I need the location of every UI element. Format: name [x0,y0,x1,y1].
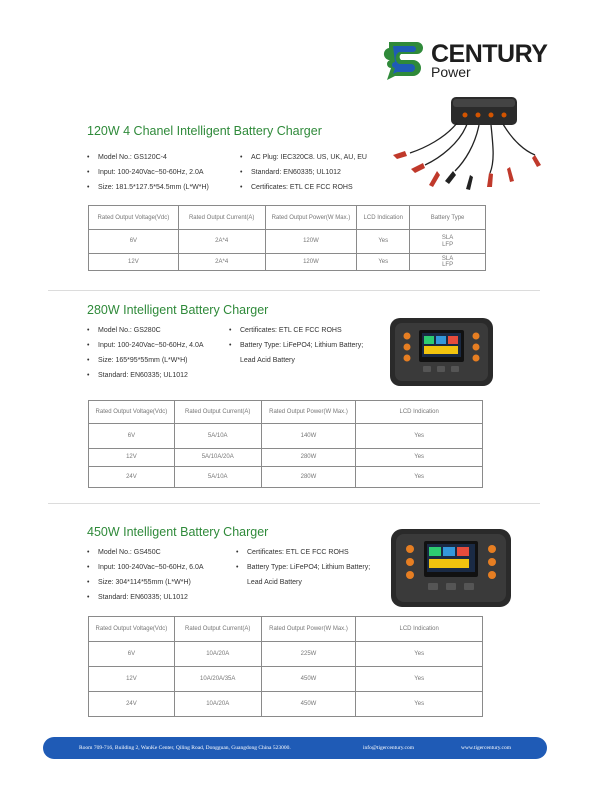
product-title-120w: 120W 4 Chanel Intelligent Battery Charger [87,124,322,138]
table-header: Rated Output Power(W Max.) [261,617,356,642]
table-cell: 5A/10A [174,424,261,449]
table-cell: 12V [89,667,175,692]
table-cell: 2A*4 [178,230,265,254]
spec-item: • Battery Type: LiFePO4; Lithium Battery; [229,338,363,353]
table-cell: Yes [356,467,483,488]
table-cell: 6V [89,424,175,449]
specs-right-120w [240,150,367,195]
century-logo-icon [383,38,425,80]
rating-table-280w [88,400,483,488]
specs-left-120w [87,150,209,195]
specs-left-280w [87,323,204,383]
table-row [89,692,483,717]
brand-logo [383,38,553,82]
table-cell: Yes [356,667,483,692]
spec-item: • Certificates: ETL CE FCC ROHS [229,323,363,338]
spec-item: • Battery Type: LiFePO4; Lithium Battery; [236,560,370,575]
section-divider [48,290,540,291]
spec-item: • Model No.: GS120C-4 [87,150,209,165]
table-cell: 24V [89,467,175,488]
table-row [89,642,483,667]
table-cell: Yes [357,254,410,271]
table-cell: 10A/20A/35A [174,667,261,692]
table-cell: 6V [89,230,179,254]
section-divider [48,503,540,504]
spec-item: • Certificates: ETL CE FCC ROHS [240,180,367,195]
table-row [89,254,486,271]
footer-email[interactable]: info@tigercentury.com [363,744,414,751]
table-cell: Yes [357,230,410,254]
table-cell: SLA LFP [410,254,486,271]
contact-footer [43,737,547,759]
table-header: Rated Output Power(W Max.) [265,206,357,230]
spec-item: • Input: 100-240Vac~50-60Hz, 6.0A [87,560,204,575]
table-header: Rated Output Voltage(Vdc) [89,401,175,424]
spec-item: • Model No.: GS280C [87,323,204,338]
spec-item: • AC Plug: IEC320C8. US, UK, AU, EU [240,150,367,165]
table-row [89,467,483,488]
table-header: LCD Indication [356,401,483,424]
table-cell: 12V [89,449,175,467]
product-image-280w [389,316,494,388]
spec-item: Lead Acid Battery [240,357,295,364]
spec-item: • Standard: EN60335; UL1012 [87,368,204,383]
table-header: Rated Output Power(W Max.) [261,401,356,424]
rating-table-120w [88,205,486,271]
specs-right-280w [229,323,363,368]
spec-item: • Input: 100-240Vac~50-60Hz, 4.0A [87,338,204,353]
table-cell: 24V [89,692,175,717]
product-title-280w: 280W Intelligent Battery Charger [87,303,269,317]
table-header: Rated Output Voltage(Vdc) [89,617,175,642]
table-cell: 12V [89,254,179,271]
product-image-450w [390,527,512,609]
table-cell: 6V [89,642,175,667]
table-cell: 450W [261,667,356,692]
table-header: Rated Output Current(A) [178,206,265,230]
spec-item: • Certificates: ETL CE FCC ROHS [236,545,370,560]
specs-right-450w [236,545,370,590]
rating-table-450w [88,616,483,717]
footer-address: Room 709-716, Building 2, WanKe Center, Qiling Road, Dongguan, Guangdong China 523000. [79,744,291,751]
spec-item: • Size: 165*95*55mm (L*W*H) [87,353,204,368]
table-row [89,449,483,467]
table-cell: 10A/20A [174,642,261,667]
spec-item: • Size: 181.5*127.5*54.5mm (L*W*H) [87,180,209,195]
table-cell: 450W [261,692,356,717]
table-header: LCD Indication [357,206,410,230]
table-cell: 120W [265,230,357,254]
table-cell: 140W [261,424,356,449]
table-row [89,230,486,254]
product-title-450w: 450W Intelligent Battery Charger [87,525,269,539]
table-header: Rated Output Voltage(Vdc) [89,206,179,230]
product-image-120w [385,93,545,201]
spec-item: • Standard: EN60335; UL1012 [240,165,367,180]
footer-website[interactable]: www.tigercentury.com [461,744,511,751]
spec-item: • Input: 100-240Vac~50-60Hz, 2.0A [87,165,209,180]
brand-sub: Power [431,64,471,80]
table-cell: 10A/20A [174,692,261,717]
table-header: LCD Indication [356,617,483,642]
table-cell: 120W [265,254,357,271]
table-cell: 2A*4 [178,254,265,271]
table-cell: 280W [261,467,356,488]
table-cell: 225W [261,642,356,667]
brand-name: CENTURY [431,40,548,68]
table-cell: 280W [261,449,356,467]
spec-item: Lead Acid Battery [247,579,302,586]
table-cell: SLA LFP [410,230,486,254]
spec-item: • Standard: EN60335; UL1012 [87,590,204,605]
table-row [89,667,483,692]
table-cell: Yes [356,692,483,717]
table-header: Battery Type [410,206,486,230]
table-row [89,424,483,449]
spec-item: • Size: 304*114*55mm (L*W*H) [87,575,204,590]
table-cell: Yes [356,642,483,667]
table-cell: Yes [356,424,483,449]
spec-item: • Model No.: GS450C [87,545,204,560]
table-cell: 5A/10A/20A [174,449,261,467]
table-cell: 5A/10A [174,467,261,488]
table-header: Rated Output Current(A) [174,617,261,642]
table-header: Rated Output Current(A) [174,401,261,424]
specs-left-450w [87,545,204,605]
table-cell: Yes [356,449,483,467]
